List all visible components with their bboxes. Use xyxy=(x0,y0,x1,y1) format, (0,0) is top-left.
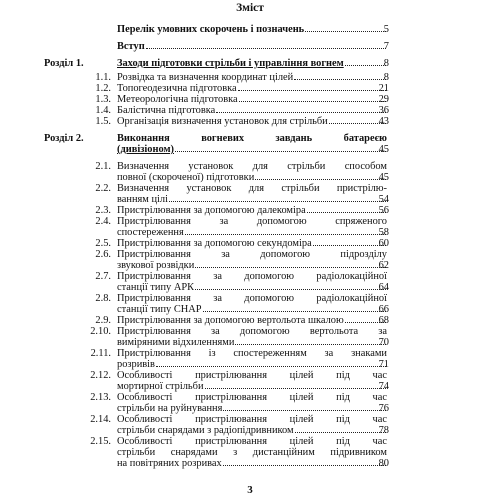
toc-entry-number: 1.3. xyxy=(95,94,111,105)
toc-entry-number: 2.9. xyxy=(95,315,111,326)
toc-entry-title-line: Перелік умовних скорочень і позначень xyxy=(117,24,305,35)
toc-entry[interactable] xyxy=(95,238,389,249)
toc-entry-page: 43 xyxy=(378,116,389,127)
toc-entry[interactable] xyxy=(90,436,389,469)
toc-entry-title-line: Балістична підготовка xyxy=(117,105,216,116)
toc-entry[interactable] xyxy=(95,72,389,83)
toc-entry[interactable] xyxy=(95,161,389,183)
toc-entry-number: 2.3. xyxy=(95,205,111,216)
toc-entry-title-line: Особливості пристрілювання цілей під час xyxy=(117,392,387,403)
dot-leader xyxy=(195,267,386,268)
toc-entry-title-line: Пристрілювання за допомогою радіолокаційної xyxy=(117,271,387,282)
toc-entry-title-line: Особливості пристрілювання цілей під час xyxy=(117,436,387,447)
toc-entry-page: 76 xyxy=(378,403,389,414)
toc-entry-title-line: Пристрілювання за допомогою вертольота шкалою xyxy=(117,315,344,326)
toc-entry-number: 2.6. xyxy=(95,249,111,260)
toc-entry-title-line: Пристрілювання за допомогою підрозділу xyxy=(117,249,387,260)
toc-entry[interactable] xyxy=(95,315,389,326)
toc-entry-page: 7 xyxy=(383,41,389,52)
toc-entry-title-line: повної (скороченої) підготовки xyxy=(117,172,255,183)
toc-entry-number: 2.13. xyxy=(90,392,111,403)
toc-entry-number: 2.8. xyxy=(95,293,111,304)
toc-entry-title-line: Метеорологічна підготовка xyxy=(117,94,238,105)
toc-entry[interactable] xyxy=(95,249,389,271)
toc-entry[interactable] xyxy=(117,41,387,52)
toc-entry-title-line: стрільби снарядами з радіопідривником xyxy=(117,425,294,436)
toc-entry-page: 71 xyxy=(378,359,389,370)
toc-entry-title-line: Пристрілювання за допомогою далекоміра xyxy=(117,205,306,216)
toc-entry[interactable] xyxy=(90,392,389,414)
dot-leader xyxy=(195,289,386,290)
toc-entry-number: 1.1. xyxy=(95,72,111,83)
toc-entry[interactable] xyxy=(90,414,389,436)
toc-entry-page: 70 xyxy=(378,337,389,348)
toc-entry-page: 78 xyxy=(378,425,389,436)
toc-entry[interactable] xyxy=(44,58,389,69)
toc-entry-title-line: Виконання вогневих завдань батареєю xyxy=(117,133,387,144)
toc-entry-page: 80 xyxy=(378,458,389,469)
dot-leader xyxy=(175,151,386,152)
dot-leader xyxy=(223,410,386,411)
toc-entry-page: 58 xyxy=(378,227,389,238)
toc-entry[interactable] xyxy=(95,293,389,315)
toc-entry-number: 2.4. xyxy=(95,216,111,227)
dot-leader xyxy=(169,201,386,202)
toc-entry-title-line: ванням цілі xyxy=(117,194,168,205)
toc-entry-number: 2.12. xyxy=(90,370,111,381)
toc-entry-number: 2.1. xyxy=(95,161,111,172)
toc-entry-page: 66 xyxy=(378,304,389,315)
toc-entry-page: 21 xyxy=(378,83,389,94)
toc-entry-title-line: стрільби на руйнування xyxy=(117,403,223,414)
toc-entry-title-line: Пристрілювання за допомогою радіолокаційної xyxy=(117,293,387,304)
toc-entry-title-line: Пристрілювання за допомогою секундоміра xyxy=(117,238,312,249)
toc-entry-title-line: розривів xyxy=(117,359,155,370)
toc-entry-title-line: Визначення установок для стрільби пристрілю- xyxy=(117,183,387,194)
dot-leader xyxy=(255,179,386,180)
toc-entry-number: 2.7. xyxy=(95,271,111,282)
toc-entry[interactable] xyxy=(90,348,389,370)
toc-entry-title-line: Топогеодезична підготовка xyxy=(117,83,237,94)
toc-entry-number: 2.15. xyxy=(90,436,111,447)
toc-entry-page: 62 xyxy=(378,260,389,271)
toc-entry[interactable] xyxy=(117,24,387,35)
toc-entry-page: 60 xyxy=(378,238,389,249)
toc-entry-title-line: на повітряних розривах xyxy=(117,458,222,469)
toc-entry-title-line: (дивізіоном) xyxy=(117,144,174,155)
toc-entry-title-line: Заходи підготовки стрільби і управління вогнем xyxy=(117,58,344,69)
toc-entry-title-line: звукової розвідки xyxy=(117,260,195,271)
toc-entry-title-line: Особливості пристрілювання цілей під час xyxy=(117,370,387,381)
toc-entry-title-line: спостереження xyxy=(117,227,184,238)
toc-entry-page: 74 xyxy=(378,381,389,392)
toc-entry-title-line: Пристрілювання за допомогою спряженого xyxy=(117,216,387,227)
dot-leader xyxy=(156,366,386,367)
toc-entry-page: 5 xyxy=(383,24,389,35)
dot-leader xyxy=(239,101,386,102)
dot-leader xyxy=(203,311,386,312)
toc-entry-number: 1.4. xyxy=(95,105,111,116)
toc-entry-number: 2.14. xyxy=(90,414,111,425)
toc-entry-page: 45 xyxy=(378,172,389,183)
toc-entry[interactable] xyxy=(90,326,389,348)
toc-entry-title-line: Розвідка та визначення координат цілей xyxy=(117,72,294,83)
dot-leader xyxy=(146,48,386,49)
toc-entry-title-line: Пристрілювання із спостереженням за знаками xyxy=(117,348,387,359)
toc-entry-number: 2.5. xyxy=(95,238,111,249)
toc-entry[interactable] xyxy=(95,94,389,105)
toc-entry-number: 2.2. xyxy=(95,183,111,194)
toc-entry-page: 54 xyxy=(378,194,389,205)
page-title: Зміст xyxy=(236,2,264,14)
toc-entry-page: 68 xyxy=(378,315,389,326)
toc-entry[interactable] xyxy=(95,183,389,205)
toc-entry-title-line: стрільби снарядами з дистанційним підривником xyxy=(117,447,387,458)
page-number: 3 xyxy=(247,484,253,496)
toc-entry[interactable] xyxy=(95,116,389,127)
dot-leader xyxy=(216,112,386,113)
dot-leader xyxy=(235,344,386,345)
toc-entry-page: 29 xyxy=(378,94,389,105)
dot-leader xyxy=(223,465,386,466)
toc-entry-page: 8 xyxy=(383,58,389,69)
toc-entry-number: 1.5. xyxy=(95,116,111,127)
toc-entry[interactable] xyxy=(95,205,389,216)
toc-entry-title-line: Особливості пристрілювання цілей під час xyxy=(117,414,387,425)
toc-entry-number: 1.2. xyxy=(95,83,111,94)
toc-entry-number: Розділ 2. xyxy=(44,133,84,144)
toc-entry-title-line: Вступ xyxy=(117,41,145,52)
toc-entry-page: 56 xyxy=(378,205,389,216)
toc-entry-page: 45 xyxy=(378,144,389,155)
dot-leader xyxy=(205,388,387,389)
toc-entry-title-line: Визначення установок для стрільби способом xyxy=(117,161,387,172)
toc-entry-number: 2.10. xyxy=(90,326,111,337)
toc-entry-page: 8 xyxy=(383,72,389,83)
toc-entry[interactable] xyxy=(95,216,389,238)
dot-leader xyxy=(185,234,386,235)
toc-entry-page: 36 xyxy=(378,105,389,116)
toc-entry-title-line: Організація визначення установок для стрільби xyxy=(117,116,328,127)
table-of-contents xyxy=(0,24,500,469)
toc-entry-number: 2.11. xyxy=(90,348,111,359)
toc-entry[interactable] xyxy=(95,83,389,94)
toc-entry[interactable] xyxy=(44,133,389,155)
toc-entry-title-line: мортирної стрільби xyxy=(117,381,204,392)
toc-entry-title-line: станції типу АРК xyxy=(117,282,195,293)
toc-entry-number: Розділ 1. xyxy=(44,58,84,69)
toc-entry-title-line: станції типу СНАР xyxy=(117,304,202,315)
toc-entry[interactable] xyxy=(95,271,389,293)
toc-entry[interactable] xyxy=(90,370,389,392)
toc-entry-page: 64 xyxy=(378,282,389,293)
toc-entry[interactable] xyxy=(95,105,389,116)
dot-leader xyxy=(238,90,386,91)
toc-entry-title-line: виміряними відхиленнями xyxy=(117,337,235,348)
toc-entry-title-line: Пристрілювання за допомогою вертольота за xyxy=(117,326,387,337)
